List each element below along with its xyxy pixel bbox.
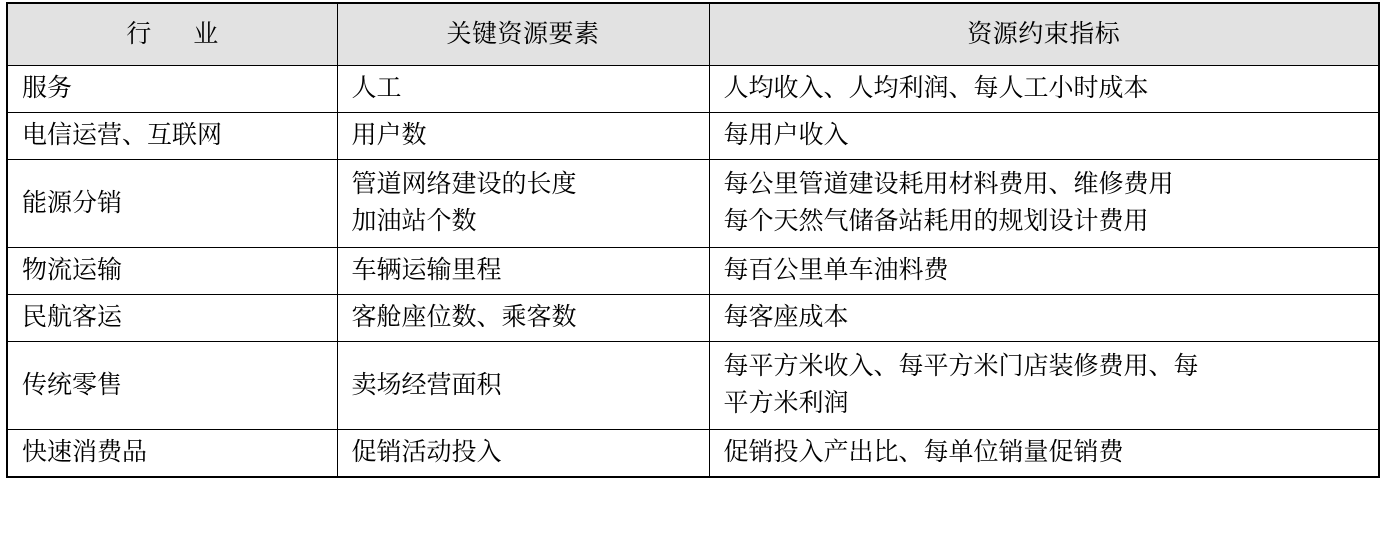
column-header-industry xyxy=(7,3,337,66)
cell-resource-constraint-metric: 人均收入、人均利润、每人工小时成本 xyxy=(709,66,1379,113)
cell-resource-constraint-metric xyxy=(709,160,1379,248)
cell-line: 每公里管道建设耗用材料费用、维修费用 xyxy=(723,171,1174,198)
cell-key-resource-factor: 人工 xyxy=(337,66,709,113)
cell-key-resource-factor: 车辆运输里程 xyxy=(337,248,709,295)
cell-industry: 民航客运 xyxy=(7,295,337,342)
cell-key-resource-factor: 客舱座位数、乘客数 xyxy=(337,295,709,342)
cell-key-resource-factor: 卖场经营面积 xyxy=(337,342,709,430)
cell-resource-constraint-metric: 每客座成本 xyxy=(709,295,1379,342)
table-row xyxy=(7,430,1379,478)
cell-line: 平方米利润 xyxy=(723,390,849,417)
table-row xyxy=(7,295,1379,342)
cell-resource-constraint-metric: 每百公里单车油料费 xyxy=(709,248,1379,295)
resource-constraint-table xyxy=(6,2,1380,478)
cell-industry: 服务 xyxy=(7,66,337,113)
cell-resource-constraint-metric xyxy=(709,342,1379,430)
table-header-row xyxy=(7,3,1379,66)
table-row xyxy=(7,342,1379,430)
table-header xyxy=(7,3,1379,66)
cell-key-resource-factor: 用户数 xyxy=(337,113,709,160)
cell-key-resource-factor: 促销活动投入 xyxy=(337,430,709,478)
cell-industry: 电信运营、互联网 xyxy=(7,113,337,160)
cell-industry: 能源分销 xyxy=(7,160,337,248)
cell-line: 管道网络建设的长度 xyxy=(351,171,577,198)
column-header-industry-text: 行 业 xyxy=(126,20,219,48)
table-body xyxy=(7,66,1379,478)
cell-key-resource-factor xyxy=(337,160,709,248)
cell-industry: 物流运输 xyxy=(7,248,337,295)
table-row xyxy=(7,66,1379,113)
cell-line: 每平方米收入、每平方米门店装修费用、每 xyxy=(723,353,1199,380)
column-header-key-resource-factor: 关键资源要素 xyxy=(337,3,709,66)
cell-resource-constraint-metric: 每用户收入 xyxy=(709,113,1379,160)
cell-line: 每个天然气储备站耗用的规划设计费用 xyxy=(723,208,1149,235)
cell-industry: 传统零售 xyxy=(7,342,337,430)
cell-line: 加油站个数 xyxy=(351,208,477,235)
table-row xyxy=(7,248,1379,295)
column-header-resource-constraint-metric: 资源约束指标 xyxy=(709,3,1379,66)
cell-industry: 快速消费品 xyxy=(7,430,337,478)
table-row xyxy=(7,160,1379,248)
cell-resource-constraint-metric: 促销投入产出比、每单位销量促销费 xyxy=(709,430,1379,478)
table-row xyxy=(7,113,1379,160)
